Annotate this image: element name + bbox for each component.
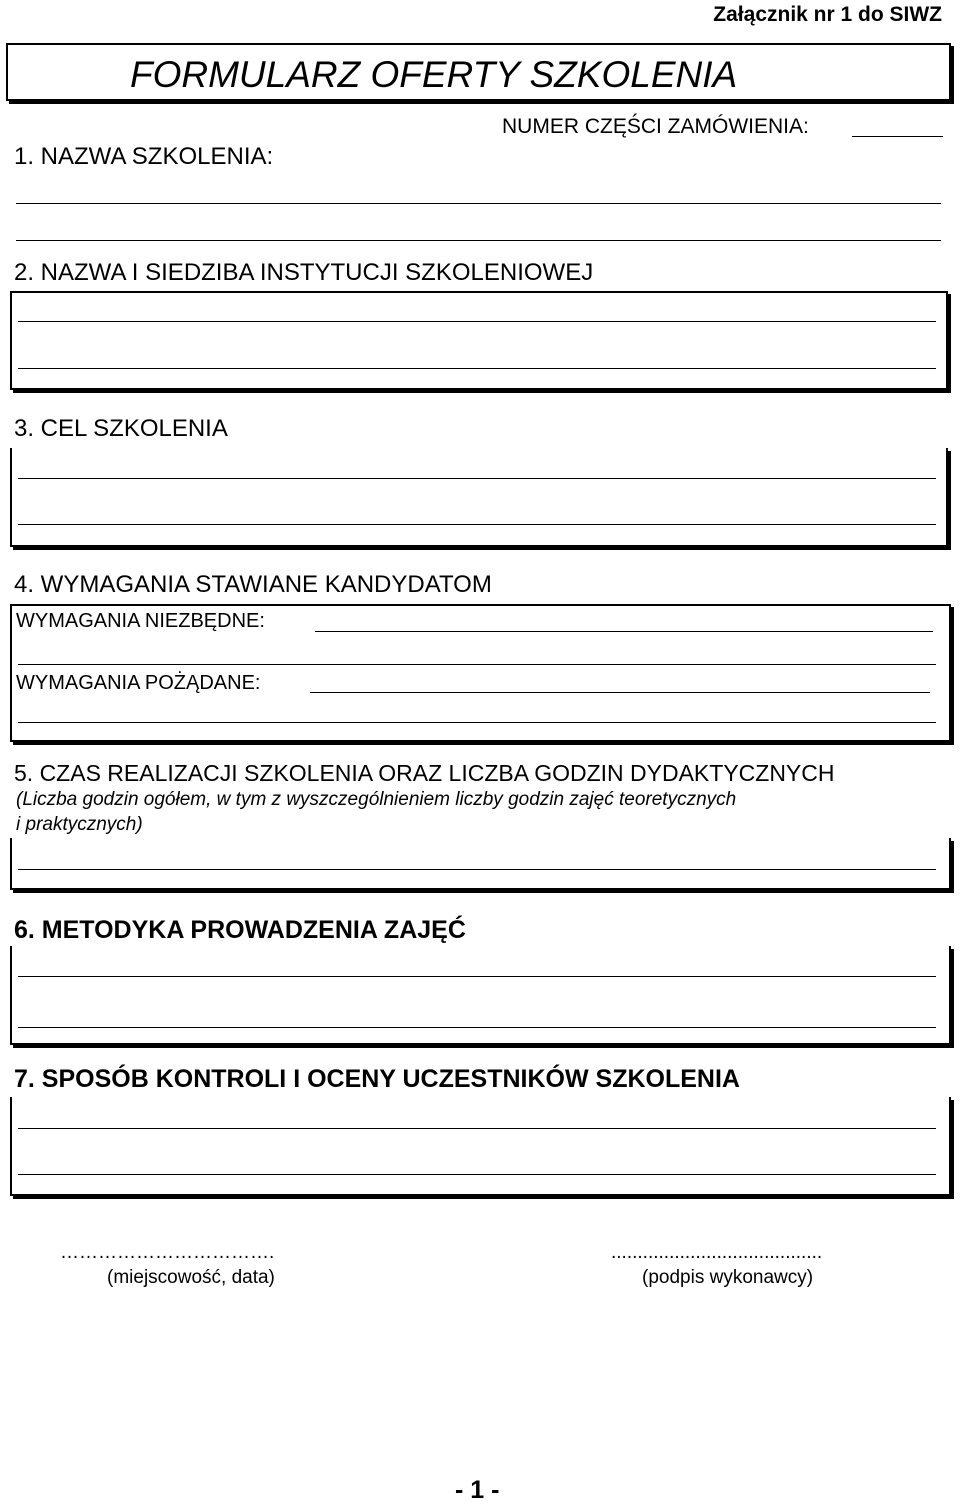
section-7-line-1[interactable]: [18, 1128, 936, 1129]
section-5-box: [10, 838, 951, 890]
section-5-line-1[interactable]: [18, 869, 936, 870]
required-field[interactable]: [315, 631, 933, 632]
section-1-line-2[interactable]: [16, 240, 941, 241]
signature-caption: (podpis wykonawcy): [642, 1267, 814, 1288]
order-part-label: NUMER CZĘŚCI ZAMÓWIENIA:: [502, 115, 809, 138]
section-4-label: 4. WYMAGANIA STAWIANE KANDYDATOM: [14, 571, 492, 598]
section-6-box: [10, 946, 951, 1045]
desired-label: WYMAGANIA POŻĄDANE:: [16, 672, 261, 694]
required-line-2[interactable]: [18, 664, 936, 665]
place-date-dots[interactable]: …………………………….: [60, 1242, 275, 1263]
section-3-line-1[interactable]: [18, 478, 936, 479]
section-6-line-2[interactable]: [18, 1027, 936, 1028]
section-1-line-1[interactable]: [16, 203, 941, 204]
section-2-line-2[interactable]: [18, 368, 936, 369]
section-5-note-2: i praktycznych): [16, 814, 143, 835]
section-2-label: 2. NAZWA I SIEDZIBA INSTYTUCJI SZKOLENIOWEJ: [14, 259, 594, 286]
required-label: WYMAGANIA NIEZBĘDNE:: [16, 610, 265, 632]
section-5-label: 5. CZAS REALIZACJI SZKOLENIA ORAZ LICZBA GODZIN DYDAKTYCZNYCH: [14, 760, 835, 786]
section-7-box: [10, 1097, 951, 1196]
section-2-line-1[interactable]: [18, 321, 936, 322]
desired-field[interactable]: [310, 692, 930, 693]
section-1-label: 1. NAZWA SZKOLENIA:: [14, 143, 274, 170]
signature-dots[interactable]: ........................................: [611, 1242, 823, 1263]
page-number: - 1 -: [455, 1476, 500, 1504]
section-3-line-2[interactable]: [18, 524, 936, 525]
section-7-line-2[interactable]: [18, 1174, 936, 1175]
section-6-line-1[interactable]: [18, 976, 936, 977]
section-3-label: 3. CEL SZKOLENIA: [14, 415, 228, 442]
attachment-label: Załącznik nr 1 do SIWZ: [713, 3, 942, 26]
form-title: FORMULARZ OFERTY SZKOLENIA: [130, 54, 738, 95]
order-part-field[interactable]: [852, 136, 943, 137]
section-3-box: [10, 448, 948, 547]
place-date-caption: (miejscowość, data): [107, 1267, 275, 1288]
section-5-note-1: (Liczba godzin ogółem, w tym z wyszczególnieniem liczby godzin zajęć teoretycznych: [16, 789, 737, 810]
desired-line-2[interactable]: [18, 722, 936, 723]
section-6-label: 6. METODYKA PROWADZENIA ZAJĘĆ: [14, 916, 466, 944]
section-2-box: [10, 291, 948, 390]
section-7-label: 7. SPOSÓB KONTROLI I OCENY UCZESTNIKÓW SZKOLENIA: [14, 1065, 740, 1093]
